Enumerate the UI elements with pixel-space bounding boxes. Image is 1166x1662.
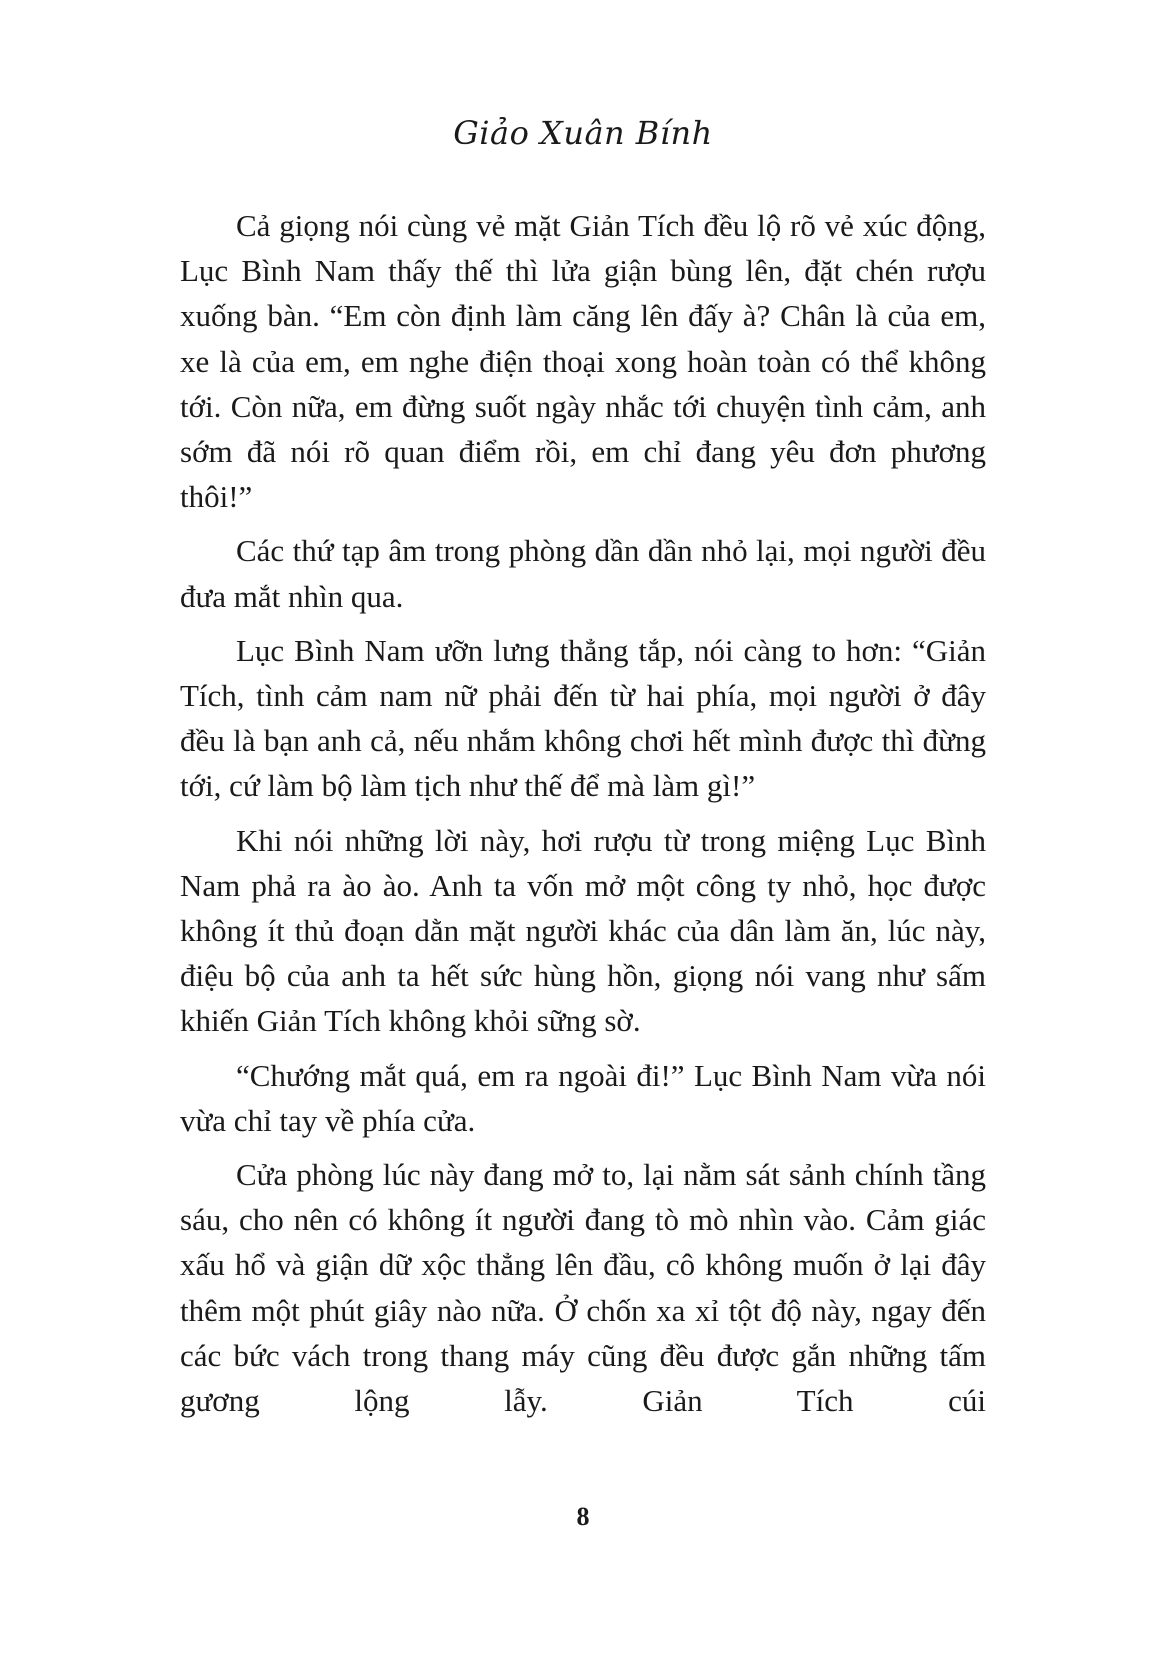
paragraph: Lục Bình Nam ưỡn lưng thẳng tắp, nói càng to hơn: “Giản Tích, tình cảm nam nữ phải đến từ hai phía, mọi người ở đây đều là bạn anh cả, nếu nhắm không chơi hết mình được thì đừng tới, cứ làm bộ làm tịch như thế để mà làm gì!” (180, 632, 986, 804)
running-header-title: Giảo Xuân Bính (453, 114, 713, 152)
page-number: 8 (576, 1502, 590, 1531)
paragraph: Cửa phòng lúc này đang mở to, lại nằm sát sảnh chính tầng sáu, cho nên có không ít người đang tò mò nhìn vào. Cảm giác xấu hổ và giận dữ xộc thẳng lên đầu, cô không muốn ở lại đây thêm một phút giây nào nữa. Ở chốn xa xỉ tột độ này, ngay đến các bức vách trong thang máy cũng đều được gắn những tấm gương lộng lẫy. Giản Tích cúi (180, 1157, 986, 1419)
body-text (180, 203, 986, 1432)
paragraph: Các thứ tạp âm trong phòng dần dần nhỏ lại, mọi người đều đưa mắt nhìn qua. (180, 533, 986, 614)
paragraph: Khi nói những lời này, hơi rượu từ trong miệng Lục Bình Nam phả ra ào ào. Anh ta vốn mở một công ty nhỏ, học được không ít thủ đoạn dằn mặt người khác của dân làm ăn, lúc này, điệu bộ của anh ta hết sức hùng hồn, giọng nói vang như sấm khiến Giản Tích không khỏi sững sờ. (180, 822, 986, 1039)
paragraph: Cả giọng nói cùng vẻ mặt Giản Tích đều lộ rõ vẻ xúc động, Lục Bình Nam thấy thế thì lửa giận bùng lên, đặt chén rượu xuống bàn. “Em còn định làm căng lên đấy à? Chân là của em, xe là của em, em nghe điện thoại xong hoàn toàn có thể không tới. Còn nữa, em đừng suốt ngày nhắc tới chuyện tình cảm, anh sớm đã nói rõ quan điểm rồi, em chỉ đang yêu đơn phương thôi!” (180, 208, 986, 515)
paragraph: “Chướng mắt quá, em ra ngoài đi!” Lục Bình Nam vừa nói vừa chỉ tay về phía cửa. (180, 1057, 986, 1138)
